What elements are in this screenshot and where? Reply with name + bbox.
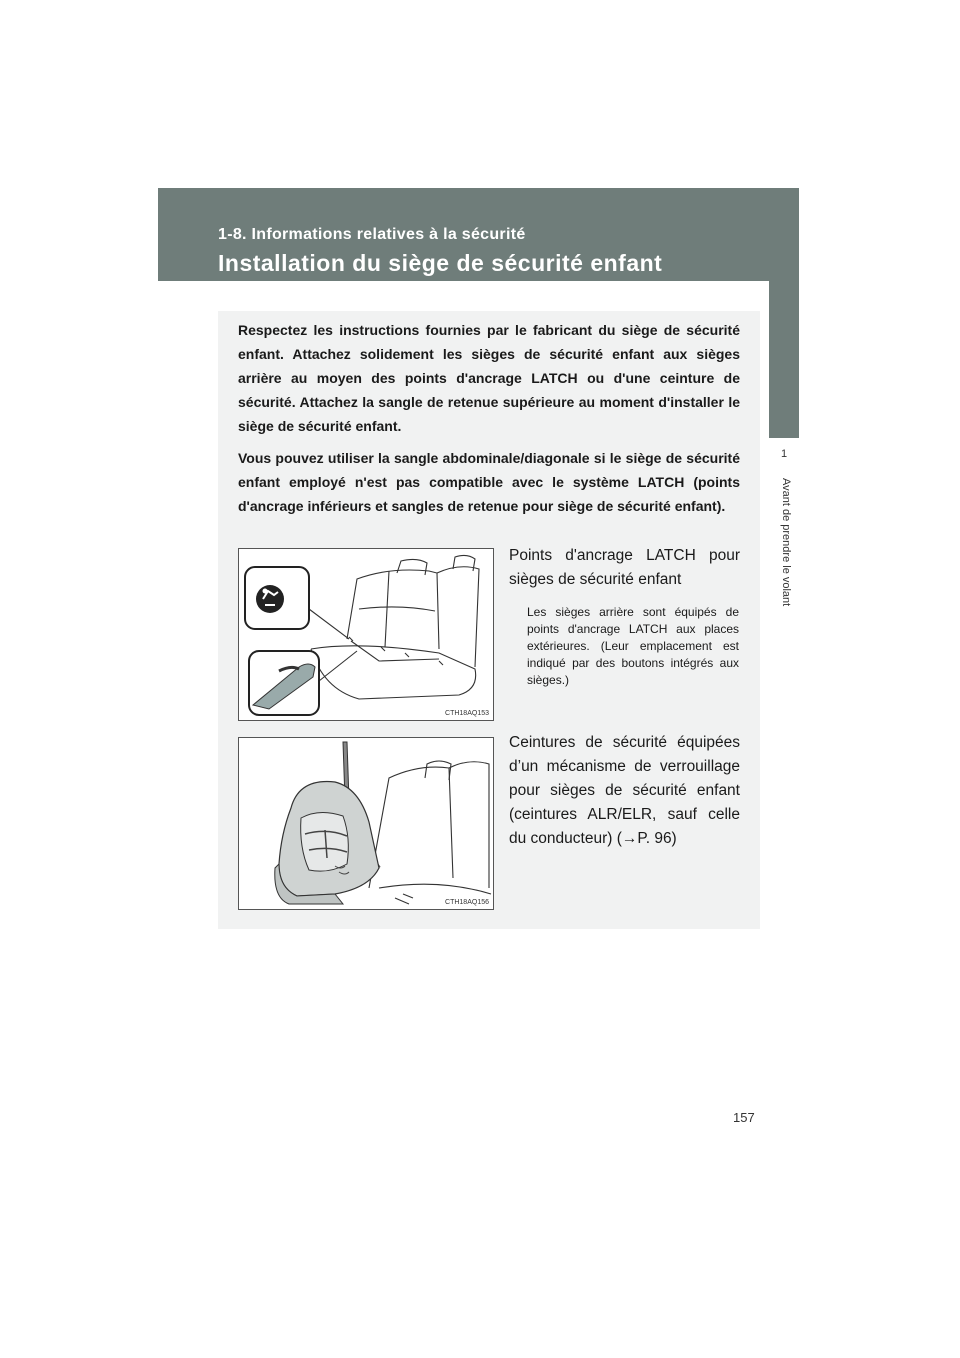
figure-latch-anchors [238,548,494,721]
page-number: 157 [733,1110,755,1125]
child-seat-anchor-icon [256,585,284,613]
figure-code: CTH18AQ153 [445,710,489,717]
figure-child-seat-belt [238,737,494,910]
item-heading: Points d'ancrage LATCH pour sièges de sécurité enfant [509,547,740,588]
figure-code: CTH18AQ156 [445,899,489,906]
side-tab [769,188,799,438]
page-title: Installation du siège de sécurité enfant [218,250,663,276]
item-description: Les sièges arrière sont équipés de points d'ancrage LATCH aux places extérieures. (Leur emplacement est indiqué par des boutons intégrés aux sièges.) [527,605,739,687]
child-seat-illustration [239,738,493,909]
item-heading: Ceintures de sécurité équipées d’un mécanisme de verrouillage pour sièges de sécurité enfant (ceintures ALR/ELR, sauf celle du conducteur) (→P. 96) [509,734,740,847]
side-tab-number: 1 [780,448,788,460]
section-label: 1-8. Informations relatives à la sécurité [218,226,526,243]
side-tab-label: Avant de prendre le volant [780,478,792,607]
rear-seat-illustration [239,549,493,720]
intro-paragraph: Respectez les instructions fournies par le fabricant du siège de sécurité enfant. Attachez solidement les sièges de sécurité enfant aux sièges arrière au moyen des points d'ancrage LATCH ou d'une ceinture de sécurité. Attachez la sangle de retenue supérieure au moment d'installer le siège de sécurité enfant. [238,322,740,434]
intro-paragraph: Vous pouvez utiliser la sangle abdominale/diagonale si le siège de sécurité enfant employé n'est pas compatible avec le système LATCH (points d'ancrage inférieurs et sangles de retenue pour siège de sécurité enfant). [238,450,740,514]
intro-text [238,318,740,526]
